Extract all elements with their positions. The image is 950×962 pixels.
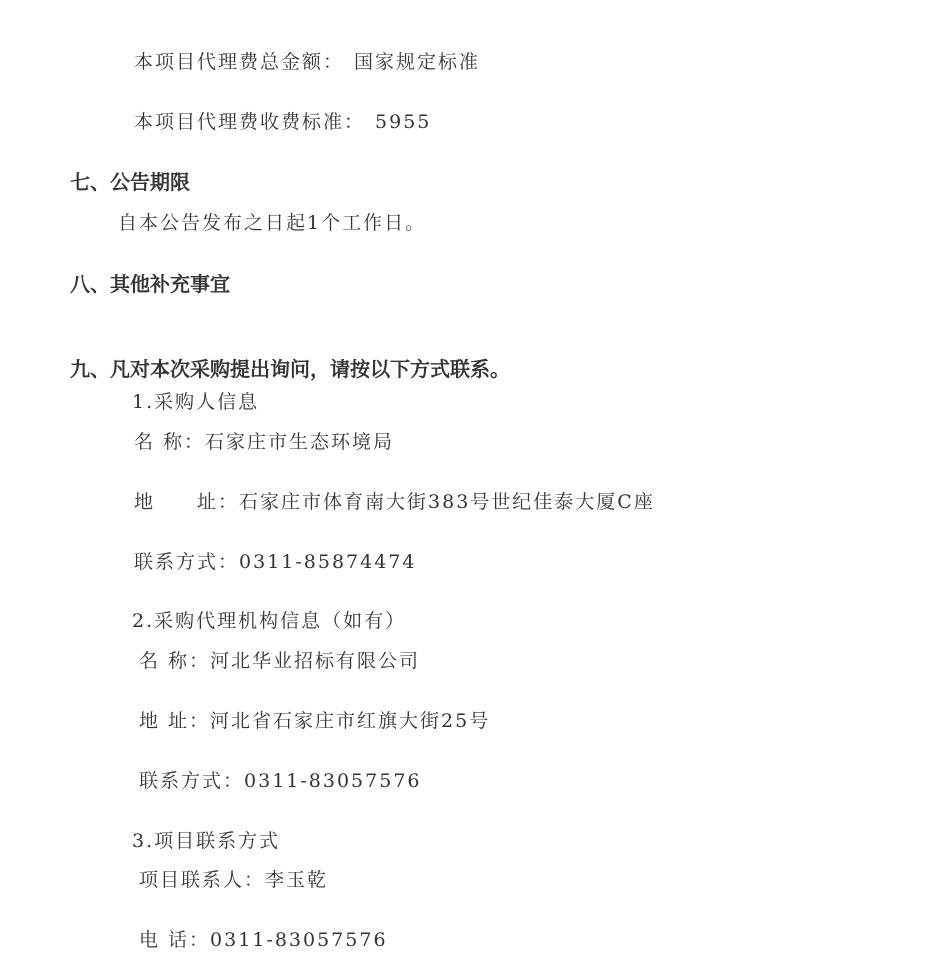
agency-address-label: 地 址： <box>139 710 211 732</box>
section-9-title: 九、凡对本次采购提出询问，请按以下方式联系。 <box>70 357 510 381</box>
fee-total-value: 国家规定标准 <box>354 51 481 73</box>
fee-total-line <box>134 50 480 74</box>
section-8-title: 八、其他补充事宜 <box>70 272 230 296</box>
project-phone-value: 0311-83057576 <box>210 929 388 951</box>
purchaser-name-label: 名 称： <box>134 431 206 453</box>
project-phone-label: 电 话： <box>139 929 211 951</box>
section-7-body: 自本公告发布之日起1个工作日。 <box>118 212 427 234</box>
fee-standard-value: 5955 <box>375 111 432 133</box>
agency-name-label: 名 称： <box>139 650 211 672</box>
purchaser-address-label: 地 址： <box>134 491 240 513</box>
purchaser-address-line <box>134 490 655 514</box>
agency-contact-line <box>139 769 422 793</box>
agency-contact-value: 0311-83057576 <box>244 770 422 792</box>
agency-contact-label: 联系方式： <box>139 770 245 792</box>
purchaser-name-value: 石家庄市生态环境局 <box>205 431 395 453</box>
project-person-label: 项目联系人： <box>139 869 266 891</box>
section-7-title: 七、公告期限 <box>70 170 190 194</box>
purchaser-heading: 1.采购人信息 <box>132 391 260 413</box>
purchaser-contact-line <box>134 550 417 574</box>
fee-standard-line <box>134 110 431 134</box>
project-contact-heading: 3.项目联系方式 <box>132 830 281 852</box>
project-person-value: 李玉乾 <box>265 869 329 891</box>
agency-address-line <box>139 709 490 733</box>
agency-heading: 2.采购代理机构信息（如有） <box>132 610 407 632</box>
purchaser-address-value: 石家庄市体育南大街383号世纪佳泰大厦C座 <box>239 491 655 513</box>
purchaser-contact-value: 0311-85874474 <box>239 551 417 573</box>
project-phone-line <box>139 928 388 952</box>
agency-name-value: 河北华业招标有限公司 <box>210 650 421 672</box>
purchaser-contact-label: 联系方式： <box>134 551 240 573</box>
fee-standard-label: 本项目代理费收费标准： <box>134 111 366 133</box>
agency-name-line <box>139 649 420 673</box>
fee-total-label: 本项目代理费总金额： <box>134 51 345 73</box>
project-person-line <box>139 868 328 892</box>
purchaser-name-line <box>134 430 394 454</box>
agency-address-value: 河北省石家庄市红旗大街25号 <box>210 710 491 732</box>
